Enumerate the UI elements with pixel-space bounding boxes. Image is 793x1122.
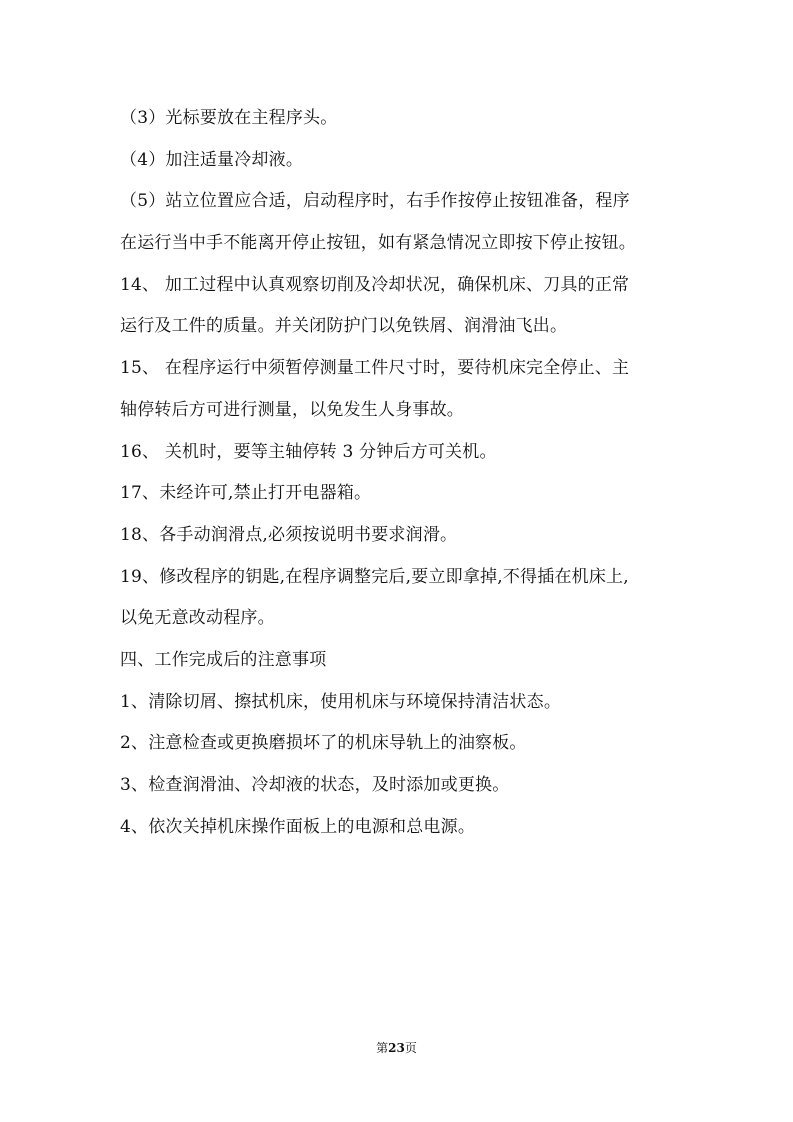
text-line: 以免无意改动程序。 bbox=[120, 608, 275, 629]
text-line: 15、 在程序运行中须暂停测量工件尺寸时，要待机床完全停止、主 bbox=[120, 358, 630, 379]
text-line: 3、检查润滑油、冷却液的状态，及时添加或更换。 bbox=[120, 775, 510, 795]
document-body bbox=[120, 101, 680, 851]
text-line: （4）加注适量冷却液。 bbox=[120, 149, 304, 170]
text-line: 19、修改程序的钥匙,在程序调整完后,要立即拿掉,不得插在机床上, bbox=[120, 566, 629, 587]
text-line: 1、清除切屑、擦拭机床，使用机床与环境保持清洁状态。 bbox=[120, 691, 562, 712]
text-line: 4、依次关掉机床操作面板上的电源和总电源。 bbox=[120, 816, 476, 837]
text-line: 在运行当中手不能离开停止按钮，如有紧急情况立即按下停止按钮。 bbox=[120, 233, 636, 254]
text-line: 17、未经许可,禁止打开电器箱。 bbox=[120, 483, 372, 504]
page-number-prefix: 第 bbox=[376, 1041, 389, 1055]
page-number-suffix: 页 bbox=[404, 1041, 417, 1055]
text-line: 2、注意检查或更换磨损坏了的机床导轨上的油察板。 bbox=[120, 733, 527, 754]
text-line: （3）光标要放在主程序头。 bbox=[120, 108, 338, 128]
page-number: 23 bbox=[388, 1041, 405, 1055]
text-line: 运行及工件的质量。并关闭防护门以免铁屑、润滑油飞出。 bbox=[120, 316, 568, 337]
text-line: 18、各手动润滑点,必须按说明书要求润滑。 bbox=[120, 524, 458, 545]
text-line: 16、 关机时，要等主轴停转 3 分钟后方可关机。 bbox=[120, 441, 497, 462]
text-line: 轴停转后方可进行测量，以免发生人身事故。 bbox=[120, 399, 464, 420]
text-line: （5）站立位置应合适，启动程序时，右手作按停止按钮准备，程序 bbox=[120, 191, 630, 212]
page-footer bbox=[0, 1040, 793, 1056]
text-line: 14、 加工过程中认真观察切削及冷却状况，确保机床、刀具的正常 bbox=[120, 274, 630, 295]
section-heading: 四、工作完成后的注意事项 bbox=[120, 649, 327, 670]
